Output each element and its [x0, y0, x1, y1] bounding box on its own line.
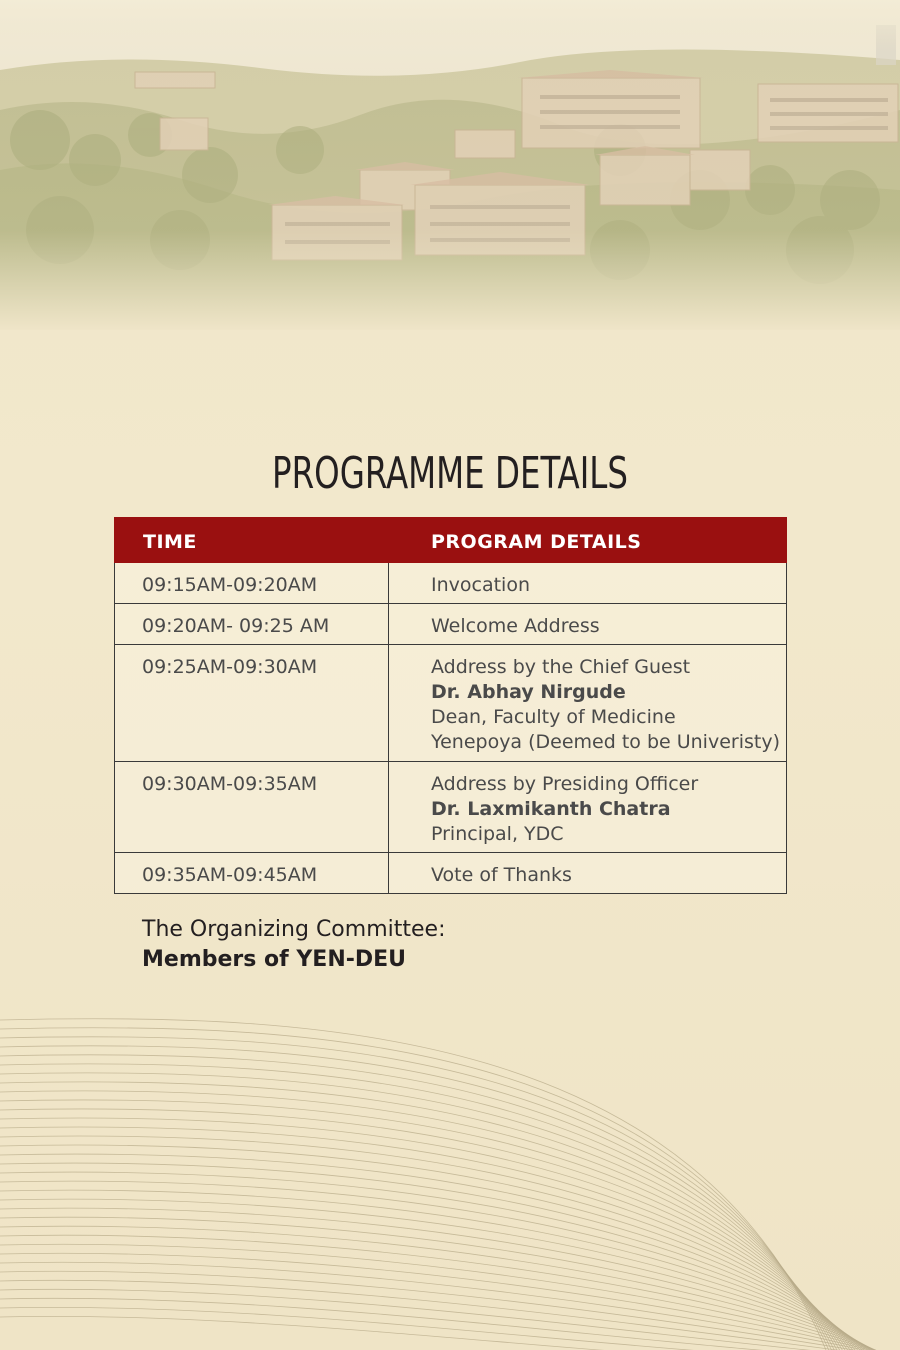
wave-line	[0, 1100, 857, 1350]
detail-line: Dean, Faculty of Medicine	[431, 706, 676, 728]
wave-line	[0, 1037, 836, 1350]
details-cell	[389, 645, 787, 762]
committee-label: The Organizing Committee:	[142, 917, 446, 942]
detail-line: Yenepoya (Deemed to be Univeristy)	[431, 731, 780, 753]
detail-line: Welcome Address	[431, 615, 600, 637]
wave-line	[0, 1262, 900, 1350]
time-cell: 09:30AM-09:35AM	[115, 762, 389, 853]
time-cell: 09:25AM-09:30AM	[115, 645, 389, 762]
detail-intro: Address by the Chief Guest	[431, 656, 691, 678]
wave-line	[0, 1298, 900, 1350]
speaker-name: Dr. Abhay Nirgude	[431, 681, 626, 703]
time-cell: 09:15AM-09:20AM	[115, 563, 389, 604]
table-header-row	[115, 518, 787, 563]
wave-line	[0, 1316, 900, 1350]
wave-line	[0, 1028, 833, 1350]
table-row	[115, 645, 787, 762]
detail-line: Invocation	[431, 574, 530, 596]
details-cell	[389, 563, 787, 604]
wave-line	[0, 1019, 830, 1350]
details-cell	[389, 853, 787, 894]
wave-line	[0, 1190, 887, 1350]
detail-line: Vote of Thanks	[431, 864, 572, 886]
detail-line: Principal, YDC	[431, 823, 564, 845]
time-cell: 09:35AM-09:45AM	[115, 853, 389, 894]
wave-line	[0, 1199, 890, 1350]
wave-line	[0, 1154, 875, 1350]
decorative-wave-lines	[0, 1000, 900, 1350]
campus-photo	[0, 0, 900, 330]
page-title: PROGRAMME DETAILS	[272, 448, 628, 499]
table-row	[115, 762, 787, 853]
header-time: TIME	[115, 518, 389, 563]
wave-line	[0, 1307, 900, 1350]
table-row	[115, 853, 787, 894]
wave-line	[0, 1091, 854, 1350]
programme-table	[114, 517, 787, 894]
table-row	[115, 604, 787, 645]
wave-line	[0, 1136, 869, 1350]
wave-line	[0, 1235, 900, 1350]
wave-line	[0, 1127, 866, 1350]
organizing-committee	[142, 915, 445, 975]
details-cell	[389, 762, 787, 853]
details-cell	[389, 604, 787, 645]
table-row	[115, 563, 787, 604]
time-cell: 09:20AM- 09:25 AM	[115, 604, 389, 645]
committee-members: Members of YEN-DEU	[142, 947, 407, 972]
detail-intro: Address by Presiding Officer	[431, 773, 699, 795]
wave-line	[0, 1271, 900, 1350]
header-program-details: PROGRAM DETAILS	[389, 518, 787, 563]
speaker-name: Dr. Laxmikanth Chatra	[431, 798, 671, 820]
